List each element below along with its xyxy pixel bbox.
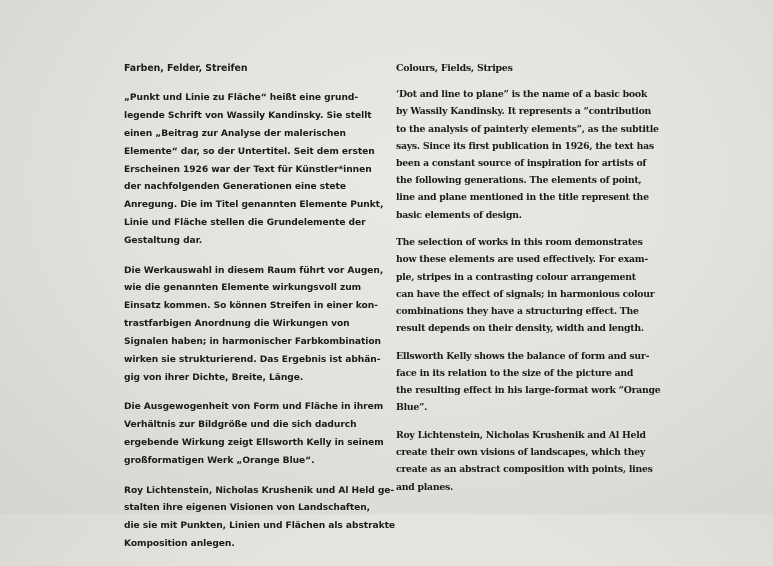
text-line: wie die genannten Elemente wirkungsvoll zum bbox=[124, 283, 362, 294]
text-line: großformatigen Werk „Orange Blue“. bbox=[124, 456, 315, 467]
text-line: Die Ausgewogenheit von Form und Fläche in ihrem bbox=[124, 402, 384, 413]
paragraph bbox=[396, 348, 661, 417]
text-line: result depends on their density, width and length. bbox=[396, 323, 644, 335]
text-line: basic elements of design. bbox=[396, 209, 522, 221]
text-line: face in its relation to the size of the picture and bbox=[396, 368, 634, 380]
paragraph bbox=[124, 483, 396, 555]
text-line: gig von ihrer Dichte, Breite, Länge. bbox=[124, 373, 304, 383]
text-line: stalten ihre eigenen Visionen von Landschaften, bbox=[124, 503, 371, 514]
text-line: Verhältnis zur Bildgröße und die sich dadurch bbox=[124, 420, 357, 431]
text-line: and planes. bbox=[396, 481, 453, 493]
text-line: ple, stripes in a contrasting colour arrangement bbox=[396, 271, 636, 283]
text-line: Elemente“ dar, so der Untertitel. Seit dem ersten bbox=[124, 146, 375, 157]
paragraph bbox=[124, 399, 386, 471]
text-line: create their own visions of landscapes, which they bbox=[396, 447, 646, 459]
text-line: the resulting effect in his large-format work “Orange bbox=[396, 385, 661, 397]
german-body bbox=[124, 90, 396, 554]
text-line: to the analysis of painterly elements”, as the subtitle bbox=[396, 123, 659, 135]
text-line: Roy Lichtenstein, Nicholas Krushenik und Al Held ge- bbox=[124, 485, 395, 496]
text-line: Die Werkauswahl in diesem Raum führt vor Augen, bbox=[124, 265, 384, 276]
german-title: Farben, Felder, Streifen bbox=[124, 63, 248, 74]
text-line: wirken sie strukturierend. Das Ergebnis ist abhän- bbox=[124, 355, 381, 366]
text-line: line and plane mentioned in the title represent the bbox=[396, 192, 649, 204]
text-line: Blue”. bbox=[396, 402, 428, 414]
text-line: by Wassily Kandinsky. It represents a “contribution bbox=[396, 106, 652, 118]
text-line: legende Schrift von Wassily Kandinsky. Sie stellt bbox=[124, 110, 372, 121]
text-line: Erscheinen 1926 war der Text für Künstler*innen bbox=[124, 164, 372, 175]
paragraph bbox=[124, 90, 386, 251]
text-line: ergebende Wirkung zeigt Ellsworth Kelly in seinem bbox=[124, 438, 384, 449]
text-line: been a constant source of inspiration for artists of bbox=[396, 158, 647, 170]
text-line: trastfarbigen Anordnung die Wirkungen von bbox=[124, 319, 350, 330]
text-line: ‘Dot and line to plane” is the name of a basic book bbox=[396, 89, 648, 101]
english-text-panel bbox=[396, 60, 661, 506]
text-line: Signalen haben; in harmonischer Farbkombination bbox=[124, 337, 381, 348]
text-line: says. Since its first publication in 1926, the text has bbox=[396, 140, 654, 152]
english-body bbox=[396, 86, 661, 496]
text-line: can have the effect of signals; in harmonious colour bbox=[396, 288, 655, 300]
text-line: Gestaltung dar. bbox=[124, 236, 203, 247]
text-line: create as an abstract composition with points, lines bbox=[396, 464, 653, 476]
text-line: Anregung. Die im Titel genannten Elemente Punkt, bbox=[124, 200, 384, 211]
text-line: The selection of works in this room demonstrates bbox=[396, 237, 643, 249]
text-line: der nachfolgenden Generationen eine stete bbox=[124, 182, 346, 193]
paragraph bbox=[396, 234, 655, 337]
paragraph bbox=[396, 86, 659, 224]
text-line: Linie und Fläche stellen die Grundelemente der bbox=[124, 218, 366, 229]
text-line: die sie mit Punkten, Linien und Flächen als abstrakte bbox=[124, 521, 396, 532]
german-text-panel bbox=[124, 60, 396, 566]
text-line: Ellsworth Kelly shows the balance of form and sur- bbox=[396, 350, 650, 362]
text-line: Einsatz kommen. So können Streifen in einer kon- bbox=[124, 301, 378, 312]
text-line: Roy Lichtenstein, Nicholas Krushenik and Al Held bbox=[396, 430, 646, 442]
text-line: Komposition anlegen. bbox=[124, 539, 235, 550]
text-line: combinations they have a structuring effect. The bbox=[396, 306, 639, 318]
text-line: einen „Beitrag zur Analyse der malerischen bbox=[124, 128, 346, 139]
text-line: „Punkt und Linie zu Fläche“ heißt eine grund- bbox=[124, 92, 359, 103]
text-line: the following generations. The elements of point, bbox=[396, 175, 642, 187]
paragraph bbox=[124, 263, 386, 388]
paragraph bbox=[396, 427, 653, 496]
text-line: how these elements are used effectively. For exam- bbox=[396, 254, 648, 266]
english-title: Colours, Fields, Stripes bbox=[396, 63, 513, 74]
